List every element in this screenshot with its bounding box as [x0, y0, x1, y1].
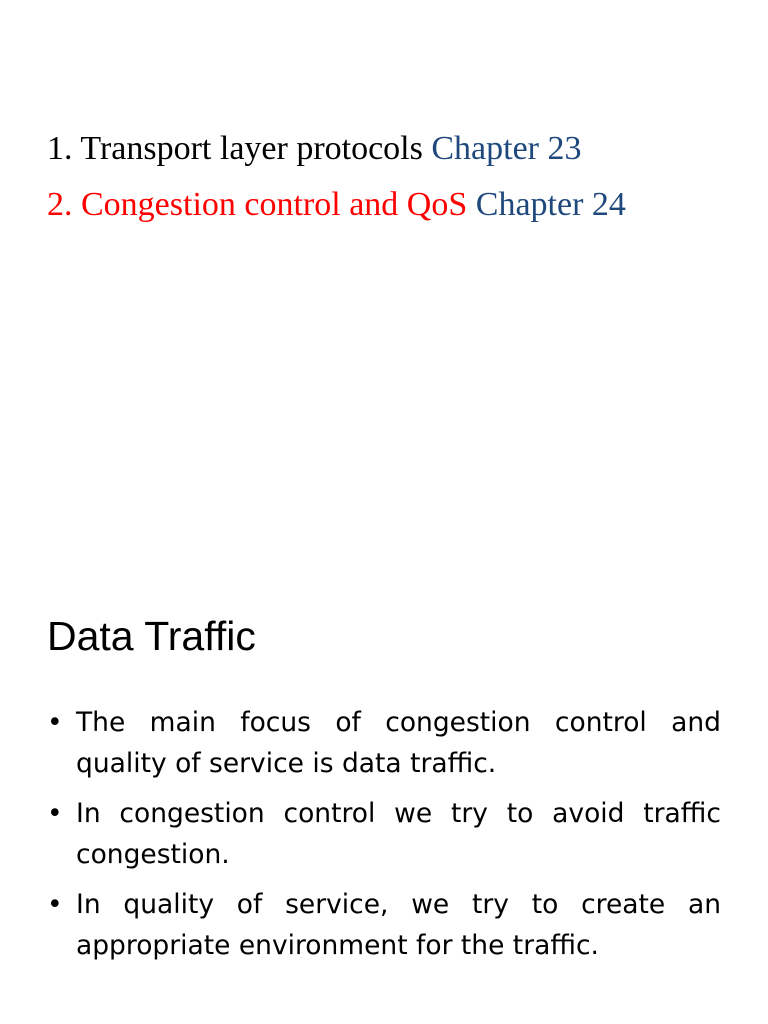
- bullet-item-3: [47, 884, 721, 966]
- data-traffic-slide: [0, 512, 768, 1024]
- topic-1-chapter: Chapter 23: [431, 130, 582, 167]
- bullet-text-3: In quality of service, we try to create an appropriate environment for the traffic.: [76, 889, 721, 961]
- topic-line-1: [47, 129, 582, 169]
- topic-2-title: Congestion control and QoS: [81, 186, 468, 223]
- bullet-text-1: The main focus of congestion control and quality of service is data traffic.: [76, 707, 721, 779]
- bullet-marker: •: [47, 889, 63, 920]
- topic-1-title: Transport layer protocols: [80, 130, 423, 167]
- bullet-text-2: In congestion control we try to avoid traffic congestion.: [76, 798, 721, 870]
- topic-1-number: 1.: [47, 130, 73, 167]
- slide-title: Data Traffic: [47, 613, 256, 659]
- topic-line-2: [47, 185, 626, 225]
- bullet-list: [47, 702, 721, 975]
- topic-2-number: 2.: [47, 186, 73, 223]
- bullet-marker: •: [47, 707, 63, 738]
- bullet-item-2: [47, 793, 721, 875]
- bullet-marker: •: [47, 798, 63, 829]
- bullet-item-1: [47, 702, 721, 784]
- topic-2-chapter: Chapter 24: [475, 186, 626, 223]
